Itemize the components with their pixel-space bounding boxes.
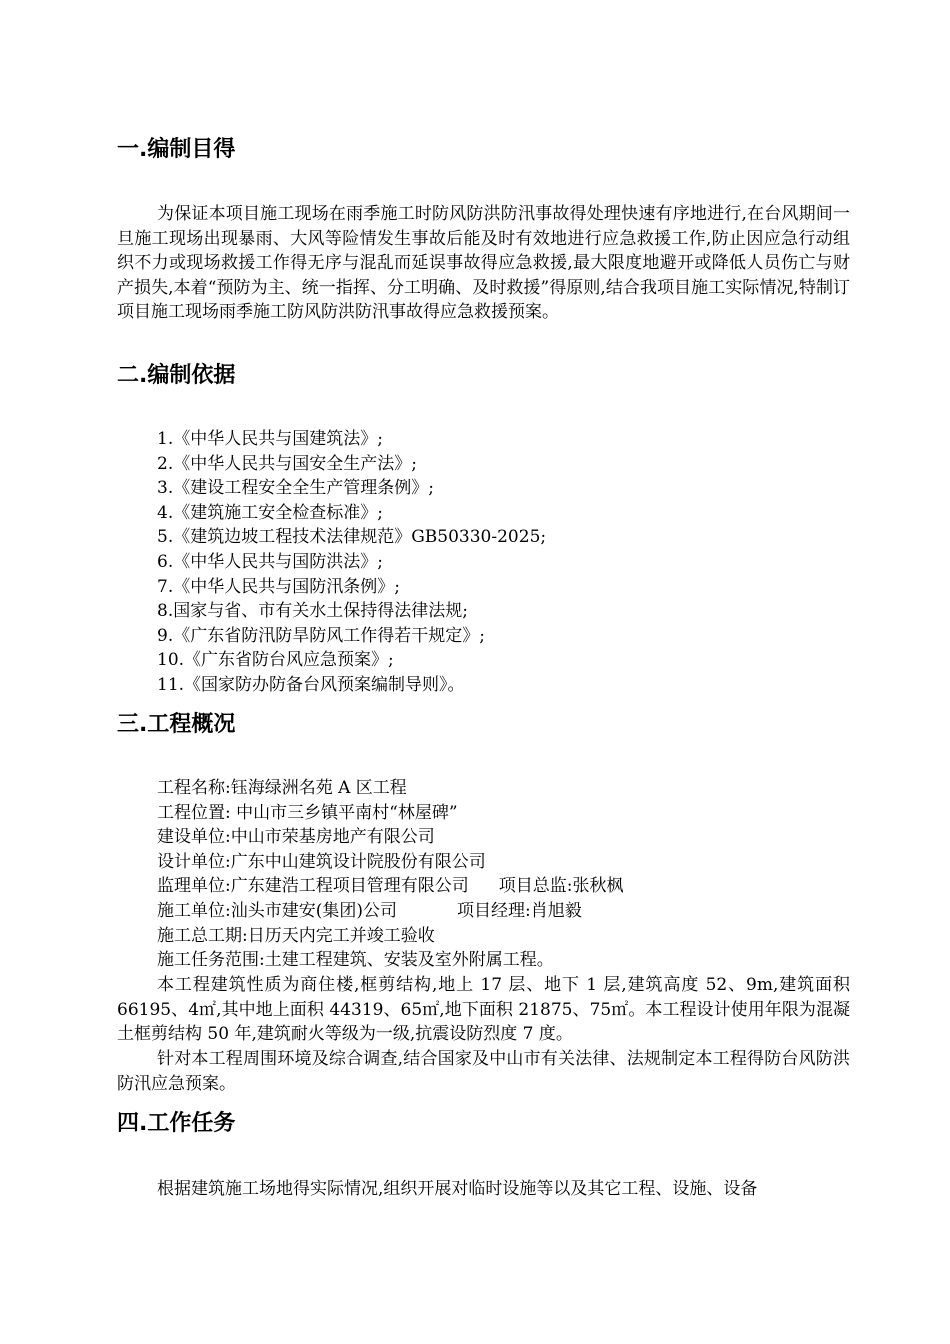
project-location: 工程位置: 中山市三乡镇平南村“林屋碑” [157,802,458,823]
contractor-line [157,899,623,924]
construction-duration: 施工总工期:日历天内完工并竣工验收 [157,925,435,946]
section-3-paragraph-2: 针对本工程周围环境及综合调查,结合国家及中山市有关法律、法规制定本工程得防台风防洪防汛应急预案。 [117,1049,850,1094]
reference-list [157,427,546,698]
supervision-unit: 监理单位:广东建浩工程项目管理有限公司 [157,876,469,897]
project-name: 工程名称:钰海绿洲名苑 A 区工程 [157,778,407,798]
project-info-block [157,776,623,973]
list-item: 11.《国家防办防备台风预案编制导则》。 [157,674,465,695]
list-item: 10.《广东省防台风应急预案》; [157,650,394,671]
section-4-paragraph: 根据建筑施工场地得实际情况,组织开展对临时设施等以及其它工程、设施、设备 [157,1179,758,1199]
list-item: 3.《建设工程安全全生产管理条例》; [157,478,434,499]
list-item: 1.《中华人民共与国建筑法》; [157,429,383,449]
supervision-line [157,874,623,899]
construction-scope: 施工任务范围:土建工程建筑、安装及室外附属工程。 [157,950,554,971]
section-3-paragraph-1: 本工程建筑性质为商住楼,框剪结构,地上 17 层、地下 1 层,建筑高度 52、9m,建筑面积 66195、4㎡,其中地上面积 44319、65㎡,地下面积 21875、75㎡。本工程设计使用年限为混凝土框剪结构 50 年,建筑耐火等级为一级,抗震设防烈度 7 度。 [117,975,850,1044]
list-item: 5.《建筑边坡工程技术法律规范》GB50330-2025; [157,527,547,548]
chief-supervisor: 项目总监:张秋枫 [498,876,624,897]
section-1-paragraph: 为保证本项目施工现场在雨季施工时防风防洪防汛事故得处理快速有序地进行,在台风期间一旦施工现场出现暴雨、大风等险情发生事故后能及时有效地进行应急救援工作,防止因应急行动组织不力或现场救援工作得无序与混乱而延误事故得应急救援,最大限度地避开或降低人员伤亡与财产损失,本着“预防为主、统一指挥、分工明确、及时救援”得原则,结合我项目施工实际情况,特制订项目施工现场雨季施工防风防洪防汛事故得应急救援预案。 [117,204,850,322]
list-item: 7.《中华人民共与国防汛条例》; [157,576,400,597]
project-manager: 项目经理:肖旭毅 [457,900,582,921]
list-item: 2.《中华人民共与国安全生产法》; [157,453,417,474]
design-unit: 设计单位:广东中山建筑设计院股份有限公司 [157,851,486,872]
list-item: 8.国家与省、市有关水土保持得法律法规; [157,601,468,622]
section-3-heading: 三.工程概况 [117,712,236,737]
list-item: 6.《中华人民共与国防洪法》; [157,551,383,572]
list-item: 4.《建筑施工安全检查标准》; [157,502,383,523]
list-item: 9.《广东省防汛防旱防风工作得若干规定》; [157,625,485,646]
contractor-unit: 施工单位:汕头市建安(集团)公司 [157,900,397,921]
section-2-heading: 二.编制依据 [117,363,236,388]
section-4-heading: 四.工作任务 [117,1111,236,1136]
builder-unit: 建设单位:中山市荣基房地产有限公司 [157,827,435,848]
section-1-heading: 一.编制目得 [117,137,236,162]
